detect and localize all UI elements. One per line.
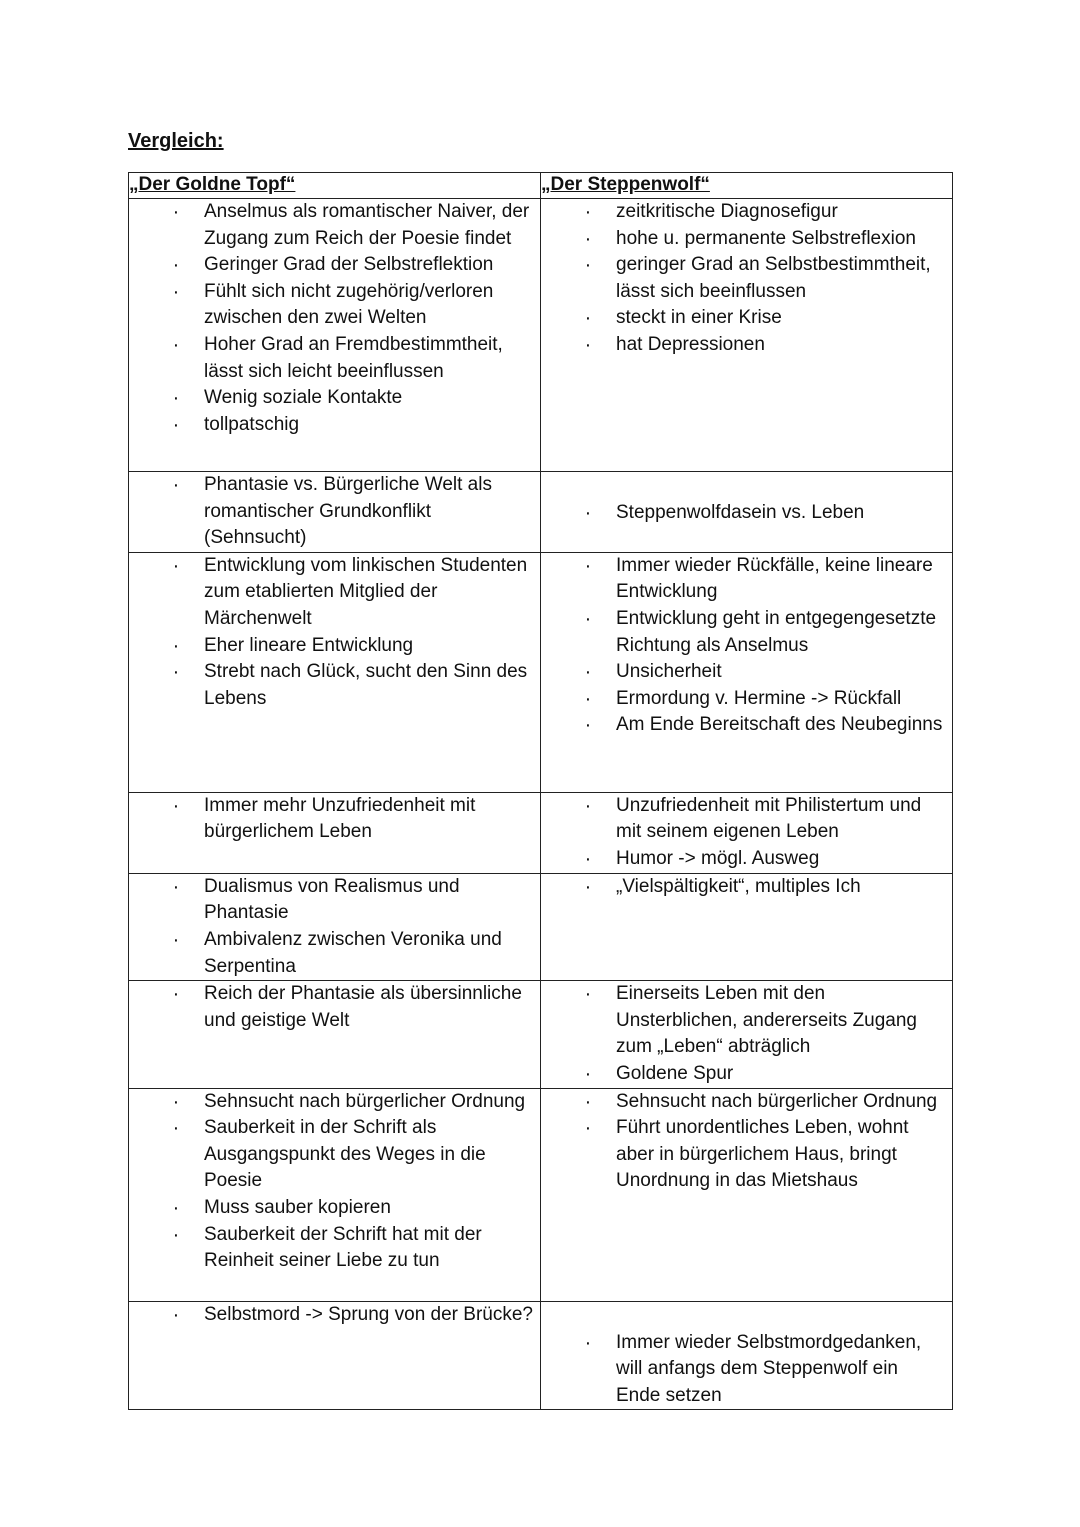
item-text: Goldene Spur <box>616 1062 734 1084</box>
item-text: Am Ende Bereitschaft des Neubeginns <box>616 714 943 736</box>
item-text: Phantasie vs. Bürgerliche Welt als romantischer Grundkonflikt (Sehnsucht) <box>204 474 492 549</box>
bullet-list <box>541 1089 952 1195</box>
list-item <box>129 1302 540 1329</box>
bullet-list <box>541 199 952 359</box>
item-text: „Vielspältigkeit“, multiples Ich <box>616 875 861 897</box>
bullet-icon <box>583 1330 593 1358</box>
bullet-list <box>541 472 952 527</box>
item-text: Wenig soziale Kontakte <box>204 387 403 409</box>
list-item <box>129 981 540 1034</box>
bullet-list <box>129 472 540 552</box>
bullet-icon <box>583 252 593 280</box>
list-item <box>129 874 540 927</box>
cell-goldne-topf <box>129 552 541 792</box>
bullet-icon <box>171 633 181 661</box>
bullet-list <box>541 874 952 901</box>
bullet-icon <box>171 874 181 902</box>
item-text: hohe u. permanente Selbstreflexion <box>616 227 916 249</box>
bullet-icon <box>583 553 593 581</box>
bullet-icon <box>171 385 181 413</box>
bullet-icon <box>583 199 593 227</box>
bullet-icon <box>583 846 593 874</box>
item-text: Einerseits Leben mit den Unsterblichen, andererseits Zugang zum „Leben“ abträglich <box>616 983 918 1058</box>
list-item <box>541 846 952 873</box>
bullet-list <box>541 553 952 739</box>
item-text: Immer wieder Rückfälle, keine lineare Entwicklung <box>616 554 933 603</box>
table-row <box>129 792 953 873</box>
bullet-icon <box>171 279 181 307</box>
item-text: steckt in einer Krise <box>616 307 782 329</box>
bullet-icon <box>171 332 181 360</box>
bullet-icon <box>171 1089 181 1117</box>
item-text: Hoher Grad an Fremdbestimmtheit, lässt sich leicht beeinflussen <box>204 333 503 382</box>
item-text: tollpatschig <box>204 413 300 435</box>
item-text: Geringer Grad der Selbstreflektion <box>204 254 494 276</box>
table-row <box>129 981 953 1088</box>
bullet-icon <box>583 981 593 1009</box>
cell-steppenwolf <box>541 981 953 1088</box>
list-item <box>541 981 952 1061</box>
bullet-icon <box>583 874 593 902</box>
list-item <box>129 793 540 846</box>
item-text: Muss sauber kopieren <box>204 1196 391 1218</box>
item-text: Strebt nach Glück, sucht den Sinn des Lebens <box>204 661 528 709</box>
bullet-list <box>129 981 540 1034</box>
bullet-icon <box>171 553 181 581</box>
bullet-icon <box>171 1195 181 1223</box>
bullet-icon <box>171 1115 181 1143</box>
bullet-icon <box>583 226 593 254</box>
item-text: Selbstmord -> Sprung von der Brücke? <box>204 1303 533 1325</box>
bullet-icon <box>583 1061 593 1089</box>
list-item <box>541 500 952 527</box>
list-item <box>541 553 952 606</box>
cell-steppenwolf <box>541 1088 953 1301</box>
cell-goldne-topf <box>129 981 541 1088</box>
item-text: Reich der Phantasie als übersinnliche und geistige Welt <box>204 983 522 1031</box>
item-text: Immer mehr Unzufriedenheit mit bürgerlichem Leben <box>204 794 476 843</box>
list-item <box>541 874 952 901</box>
bullet-icon <box>171 927 181 955</box>
bullet-icon <box>583 793 593 821</box>
table-row <box>129 1088 953 1301</box>
table-body <box>129 199 953 1410</box>
table-row <box>129 1301 953 1410</box>
cell-steppenwolf <box>541 873 953 980</box>
item-text: geringer Grad an Selbstbestimmtheit, lässt sich beeinflussen <box>616 254 931 302</box>
bullet-list <box>541 981 952 1087</box>
bullet-icon <box>583 332 593 360</box>
bullet-icon <box>583 606 593 634</box>
bullet-icon <box>583 1115 593 1143</box>
bullet-icon <box>171 793 181 821</box>
list-item <box>129 412 540 439</box>
cell-goldne-topf <box>129 873 541 980</box>
list-item <box>541 686 952 713</box>
list-item <box>129 279 540 332</box>
cell-goldne-topf <box>129 792 541 873</box>
cell-steppenwolf <box>541 1301 953 1410</box>
bullet-icon <box>171 412 181 440</box>
item-text: Unzufriedenheit mit Philistertum und mit seinem eigenen Leben <box>616 794 922 843</box>
table-row <box>129 552 953 792</box>
list-item <box>541 226 952 253</box>
item-text: Unsicherheit <box>616 661 722 683</box>
item-text: Entwicklung vom linkischen Studenten zum etablierten Mitglied der Märchenwelt <box>204 554 528 629</box>
bullet-list <box>129 1302 540 1329</box>
list-item <box>541 793 952 846</box>
bullet-icon <box>583 659 593 687</box>
table-row <box>129 472 953 553</box>
bullet-list <box>129 199 540 438</box>
list-item <box>129 633 540 660</box>
list-item <box>129 472 540 552</box>
cell-steppenwolf <box>541 552 953 792</box>
page-heading: Vergleich: <box>128 130 224 152</box>
cell-steppenwolf <box>541 792 953 873</box>
bullet-list <box>129 874 540 980</box>
bullet-icon <box>171 1222 181 1250</box>
cell-goldne-topf <box>129 472 541 553</box>
list-item <box>541 199 952 226</box>
bullet-list <box>129 1089 540 1275</box>
item-text: Dualismus von Realismus und Phantasie <box>204 875 460 924</box>
bullet-list <box>541 793 952 873</box>
item-text: Führt unordentliches Leben, wohnt aber in bürgerlichem Haus, bringt Unordnung in das Mietshaus <box>616 1117 909 1192</box>
table-row <box>129 873 953 980</box>
list-item <box>541 659 952 686</box>
bullet-icon <box>171 1302 181 1330</box>
item-text: Sauberkeit der Schrift hat mit der Reinheit seiner Liebe zu tun <box>204 1223 482 1272</box>
list-item <box>541 1330 952 1410</box>
bullet-icon <box>171 659 181 687</box>
bullet-list <box>129 553 540 713</box>
bullet-list <box>129 793 540 846</box>
bullet-icon <box>583 500 593 528</box>
bullet-icon <box>171 252 181 280</box>
list-item <box>129 1222 540 1275</box>
item-text: Steppenwolfdasein vs. Leben <box>616 502 865 523</box>
list-item <box>541 1115 952 1195</box>
list-item <box>129 553 540 633</box>
item-text: Eher lineare Entwicklung <box>204 634 414 656</box>
bullet-list <box>541 1302 952 1410</box>
list-item <box>541 1089 952 1116</box>
cell-goldne-topf <box>129 199 541 472</box>
list-item <box>541 332 952 359</box>
list-item <box>541 252 952 305</box>
cell-goldne-topf <box>129 1301 541 1410</box>
list-item <box>129 1089 540 1116</box>
list-item <box>129 1195 540 1222</box>
table-header-row <box>129 173 953 199</box>
item-text: Sehnsucht nach bürgerlicher Ordnung <box>616 1090 938 1112</box>
item-text: zeitkritische Diagnosefigur <box>616 201 838 222</box>
bullet-icon <box>171 472 181 500</box>
item-text: Immer wieder Selbstmordgedanken, will anfangs dem Steppenwolf ein Ende setzen <box>616 1331 922 1406</box>
item-text: Humor -> mögl. Ausweg <box>616 847 820 869</box>
list-item <box>129 927 540 980</box>
list-item <box>129 659 540 712</box>
bullet-icon <box>583 1089 593 1117</box>
item-text: hat Depressionen <box>616 333 765 355</box>
list-item <box>541 606 952 659</box>
item-text: Ermordung v. Hermine -> Rückfall <box>616 687 902 709</box>
comparison-table <box>128 172 953 1410</box>
list-item <box>129 199 540 252</box>
cell-steppenwolf <box>541 472 953 553</box>
list-item <box>541 305 952 332</box>
item-text: Fühlt sich nicht zugehörig/verloren zwischen den zwei Welten <box>204 280 494 329</box>
cell-goldne-topf <box>129 1088 541 1301</box>
list-item <box>129 332 540 385</box>
bullet-icon <box>171 199 181 227</box>
list-item <box>541 712 952 739</box>
list-item <box>129 1115 540 1195</box>
item-text: Sehnsucht nach bürgerlicher Ordnung <box>204 1090 526 1112</box>
bullet-icon <box>171 981 181 1009</box>
item-text: Ambivalenz zwischen Veronika und Serpentina <box>204 928 502 977</box>
item-text: Anselmus als romantischer Naiver, der Zugang zum Reich der Poesie findet <box>204 201 530 249</box>
list-item <box>541 1061 952 1088</box>
bullet-icon <box>583 686 593 714</box>
table-row <box>129 199 953 472</box>
column-header-goldne-topf: „Der Goldne Topf“ <box>129 173 541 199</box>
bullet-icon <box>583 305 593 333</box>
item-text: Sauberkeit in der Schrift als Ausgangspunkt des Weges in die Poesie <box>204 1117 486 1192</box>
list-item <box>129 385 540 412</box>
list-item <box>129 252 540 279</box>
bullet-icon <box>583 712 593 740</box>
cell-steppenwolf <box>541 199 953 472</box>
column-header-steppenwolf: „Der Steppenwolf“ <box>541 173 953 199</box>
item-text: Entwicklung geht in entgegengesetzte Richtung als Anselmus <box>616 607 937 656</box>
